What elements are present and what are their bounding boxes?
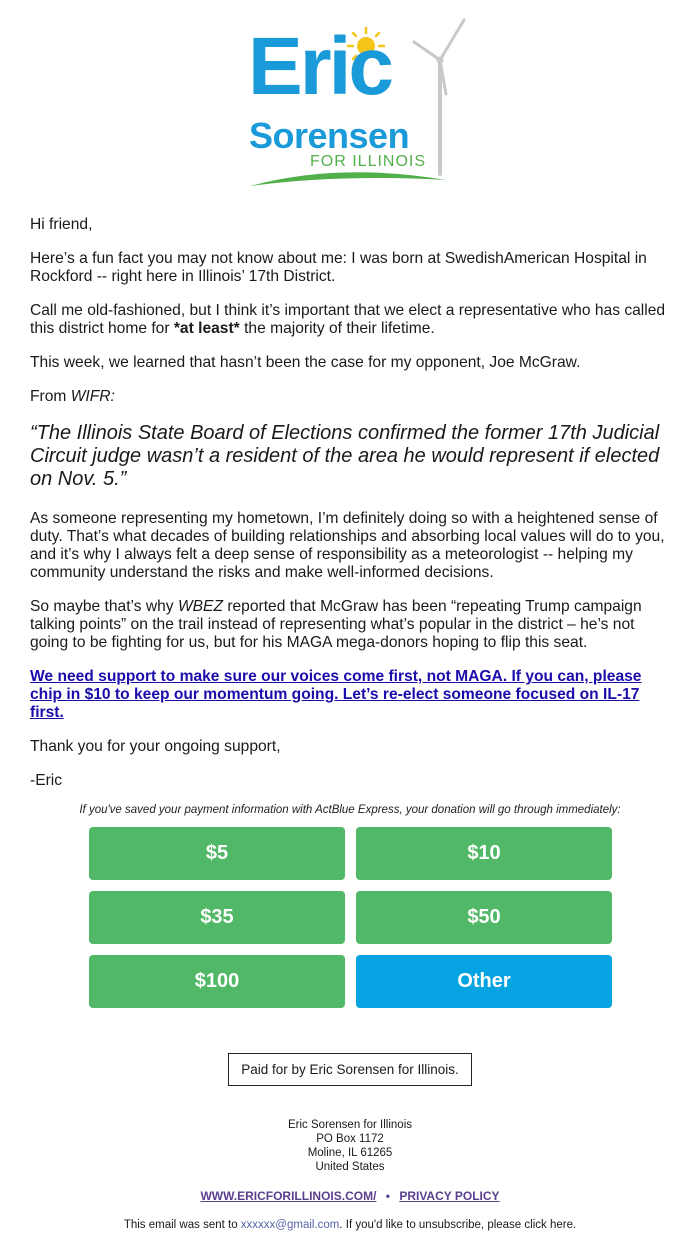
paragraph-birthplace: Here’s a fun fact you may not know about me: I was born at SwedishAmerican Hospital in Rockford -- right here in Illinois’ 17th District. bbox=[30, 250, 647, 285]
paragraph-old-fashioned bbox=[30, 302, 670, 338]
donate-cta-link[interactable]: We need support to make sure our voices come first, not MAGA. If you can, please chip in $10 to keep our momentum going. Let’s re-elect someone focused on IL-17 first. bbox=[30, 668, 642, 721]
donate-35-button[interactable]: $35 bbox=[89, 891, 345, 944]
footer-links bbox=[0, 1189, 700, 1203]
logo-name-sorensen: Sorensen bbox=[249, 115, 410, 156]
link-separator: • bbox=[385, 1189, 390, 1203]
signoff: -Eric bbox=[30, 772, 63, 789]
paragraph-from-source bbox=[30, 388, 670, 406]
unsubscribe-footer bbox=[0, 1219, 700, 1231]
green-swoosh bbox=[250, 172, 446, 186]
wind-turbine-icon bbox=[414, 20, 464, 174]
address-line-3: Moline, IL 61265 bbox=[307, 1147, 393, 1159]
para2-before: Call me old-fashioned, but I think it’s important that we elect a representative who has called this district home for bbox=[30, 302, 666, 337]
paragraph-opponent: This week, we learned that hasn’t been the case for my opponent, Joe McGraw. bbox=[30, 354, 581, 371]
donate-100-button[interactable]: $100 bbox=[89, 955, 345, 1008]
privacy-policy-link[interactable]: PRIVACY POLICY bbox=[399, 1189, 500, 1203]
logo-name-eric: Eric bbox=[248, 21, 391, 112]
paragraph-hometown: As someone representing my hometown, I’m definitely doing so with a heightened sense of duty. That’s what decades of building relationships and absorbing local values will do to you, and it’s why I always felt a deep sense of responsibility as a meteorologist -- helping my community understand the risks and make well-informed decisions. bbox=[30, 510, 665, 581]
logo-tagline: FOR ILLINOIS bbox=[310, 153, 427, 170]
donate-5-button[interactable]: $5 bbox=[89, 827, 345, 880]
donate-10-button[interactable]: $10 bbox=[356, 827, 612, 880]
news-quote: “The Illinois State Board of Elections confirmed the former 17th Judicial Circuit judge wasn’t a resident of the area he would represent if elected on Nov. 5.” bbox=[30, 422, 660, 490]
campaign-logo bbox=[240, 14, 470, 192]
para5-after: reported that McGraw has been “repeating Trump campaign talking points” on the trail instead of representing what’s popular in the district – he’s not going to be fighting for us, but for his MAGA mega-donors hoping to flip this seat. bbox=[30, 598, 642, 651]
email-body bbox=[30, 216, 670, 806]
actblue-express-note: If you've saved your payment information with ActBlue Express, your donation will go through immediately: bbox=[79, 804, 621, 816]
paragraph-wbez bbox=[30, 598, 670, 652]
paid-for-disclaimer: Paid for by Eric Sorensen for Illinois. bbox=[228, 1053, 472, 1086]
address-line-4: United States bbox=[315, 1161, 385, 1173]
source-wbez: WBEZ bbox=[177, 598, 223, 615]
donate-other-button[interactable]: Other bbox=[356, 955, 612, 1008]
address-line-1: Eric Sorensen for Illinois bbox=[288, 1119, 412, 1131]
mailing-address bbox=[0, 1118, 700, 1174]
address-line-2: PO Box 1172 bbox=[316, 1133, 384, 1145]
footer-prefix: This email was sent to bbox=[123, 1219, 241, 1231]
para5-before: So maybe that’s why bbox=[30, 598, 178, 615]
greeting: Hi friend, bbox=[30, 216, 93, 233]
at-least-emphasis: *at least* bbox=[173, 320, 240, 337]
unsubscribe-text[interactable]: . If you'd like to unsubscribe, please click here. bbox=[339, 1219, 577, 1231]
para2-after: the majority of their lifetime. bbox=[239, 320, 435, 337]
donate-50-button[interactable]: $50 bbox=[356, 891, 612, 944]
source-wifr: WIFR: bbox=[70, 388, 115, 405]
from-prefix: From bbox=[30, 388, 71, 405]
website-link[interactable]: WWW.ERICFORILLINOIS.COM/ bbox=[200, 1189, 377, 1203]
recipient-email: xxxxxx@gmail.com bbox=[240, 1219, 340, 1231]
thank-you-line: Thank you for your ongoing support, bbox=[30, 738, 281, 755]
